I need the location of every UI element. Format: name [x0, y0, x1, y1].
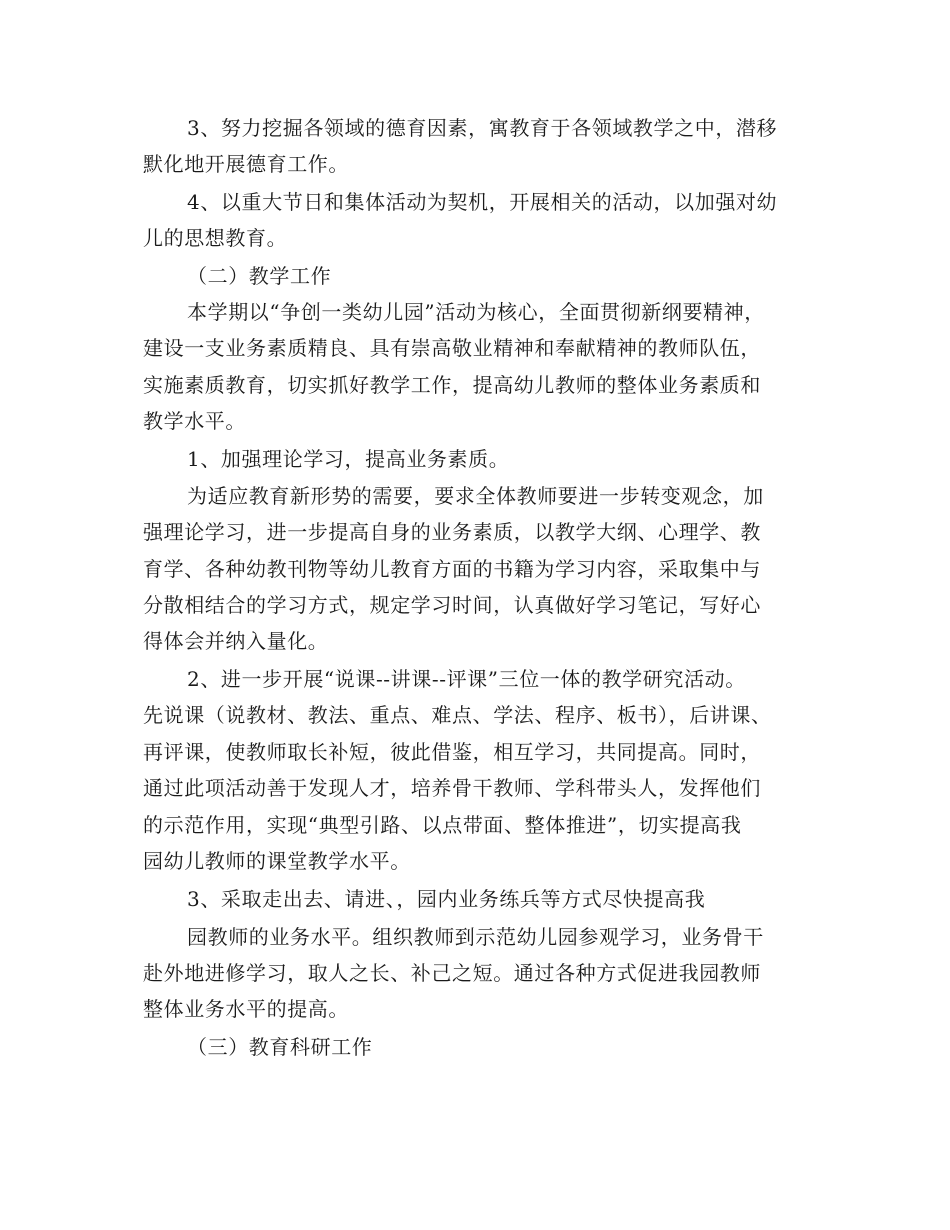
- item-1-line-5: 得体会并纳入量化。: [143, 629, 329, 653]
- paragraph-4-line-2: 儿的思想教育。: [143, 226, 288, 250]
- paragraph-3-line-1: 3、努力挖掘各领域的德育因素，寓教育于各领域教学之中，潜移: [187, 116, 778, 140]
- intro-line-2: 建设一支业务素质精良、具有崇高敬业精神和奉献精神的教师队伍，: [143, 336, 761, 360]
- item-2-line-5: 的示范作用，实现“典型引路、以点带面、整体推进”，切实提高我: [143, 813, 742, 837]
- item-3-line-1: 3、采取走出去、请进、，园内业务练兵等方式尽快提高我: [187, 887, 706, 911]
- item-1-line-4: 分散相结合的学习方式，规定学习时间，认真做好学习笔记，写好心: [143, 593, 761, 617]
- item-3-line-3: 赴外地进修学习，取人之长、补己之短。通过各种方式促进我园教师: [143, 961, 761, 985]
- item-2-line-1: 2、进一步开展“说课--讲课--评课”三位一体的教学研究活动。: [187, 667, 746, 691]
- item-1-title: 1、加强理论学习，提高业务素质。: [187, 447, 510, 471]
- item-2-line-3: 再评课，使教师取长补短，彼此借鉴，相互学习，共同提高。同时，: [143, 740, 761, 764]
- item-1-line-3: 育学、各种幼教刊物等幼儿教育方面的书籍为学习内容，采取集中与: [143, 557, 761, 581]
- paragraph-3-line-2: 默化地开展德育工作。: [143, 152, 349, 176]
- intro-line-4: 教学水平。: [143, 409, 246, 433]
- item-2-line-6: 园幼儿教师的课堂教学水平。: [143, 849, 411, 873]
- section-heading-research: （三）教育科研工作: [187, 1035, 373, 1059]
- item-1-line-1: 为适应教育新形势的需要，要求全体教师要进一步转变观念，加: [187, 484, 764, 508]
- item-3-line-2: 园教师的业务水平。组织教师到示范幼儿园参观学习，业务骨干: [187, 925, 764, 949]
- intro-line-3: 实施素质教育，切实抓好教学工作，提高幼儿教师的整体业务素质和: [143, 373, 761, 397]
- paragraph-4-line-1: 4、以重大节日和集体活动为契机，开展相关的活动，以加强对幼: [187, 190, 778, 214]
- item-1-line-2: 强理论学习，进一步提高自身的业务素质，以教学大纲、心理学、教: [143, 520, 761, 544]
- intro-line-1: 本学期以“争创一类幼儿园”活动为核心，全面贯彻新纲要精神，: [187, 300, 765, 324]
- section-heading-teaching: （二）教学工作: [187, 264, 332, 288]
- item-3-line-4: 整体业务水平的提高。: [143, 997, 349, 1021]
- item-2-line-2: 先说课（说教材、教法、重点、难点、学法、程序、板书），后讲课、: [143, 703, 772, 727]
- item-2-line-4: 通过此项活动善于发现人才，培养骨干教师、学科带头人，发挥他们: [143, 776, 761, 800]
